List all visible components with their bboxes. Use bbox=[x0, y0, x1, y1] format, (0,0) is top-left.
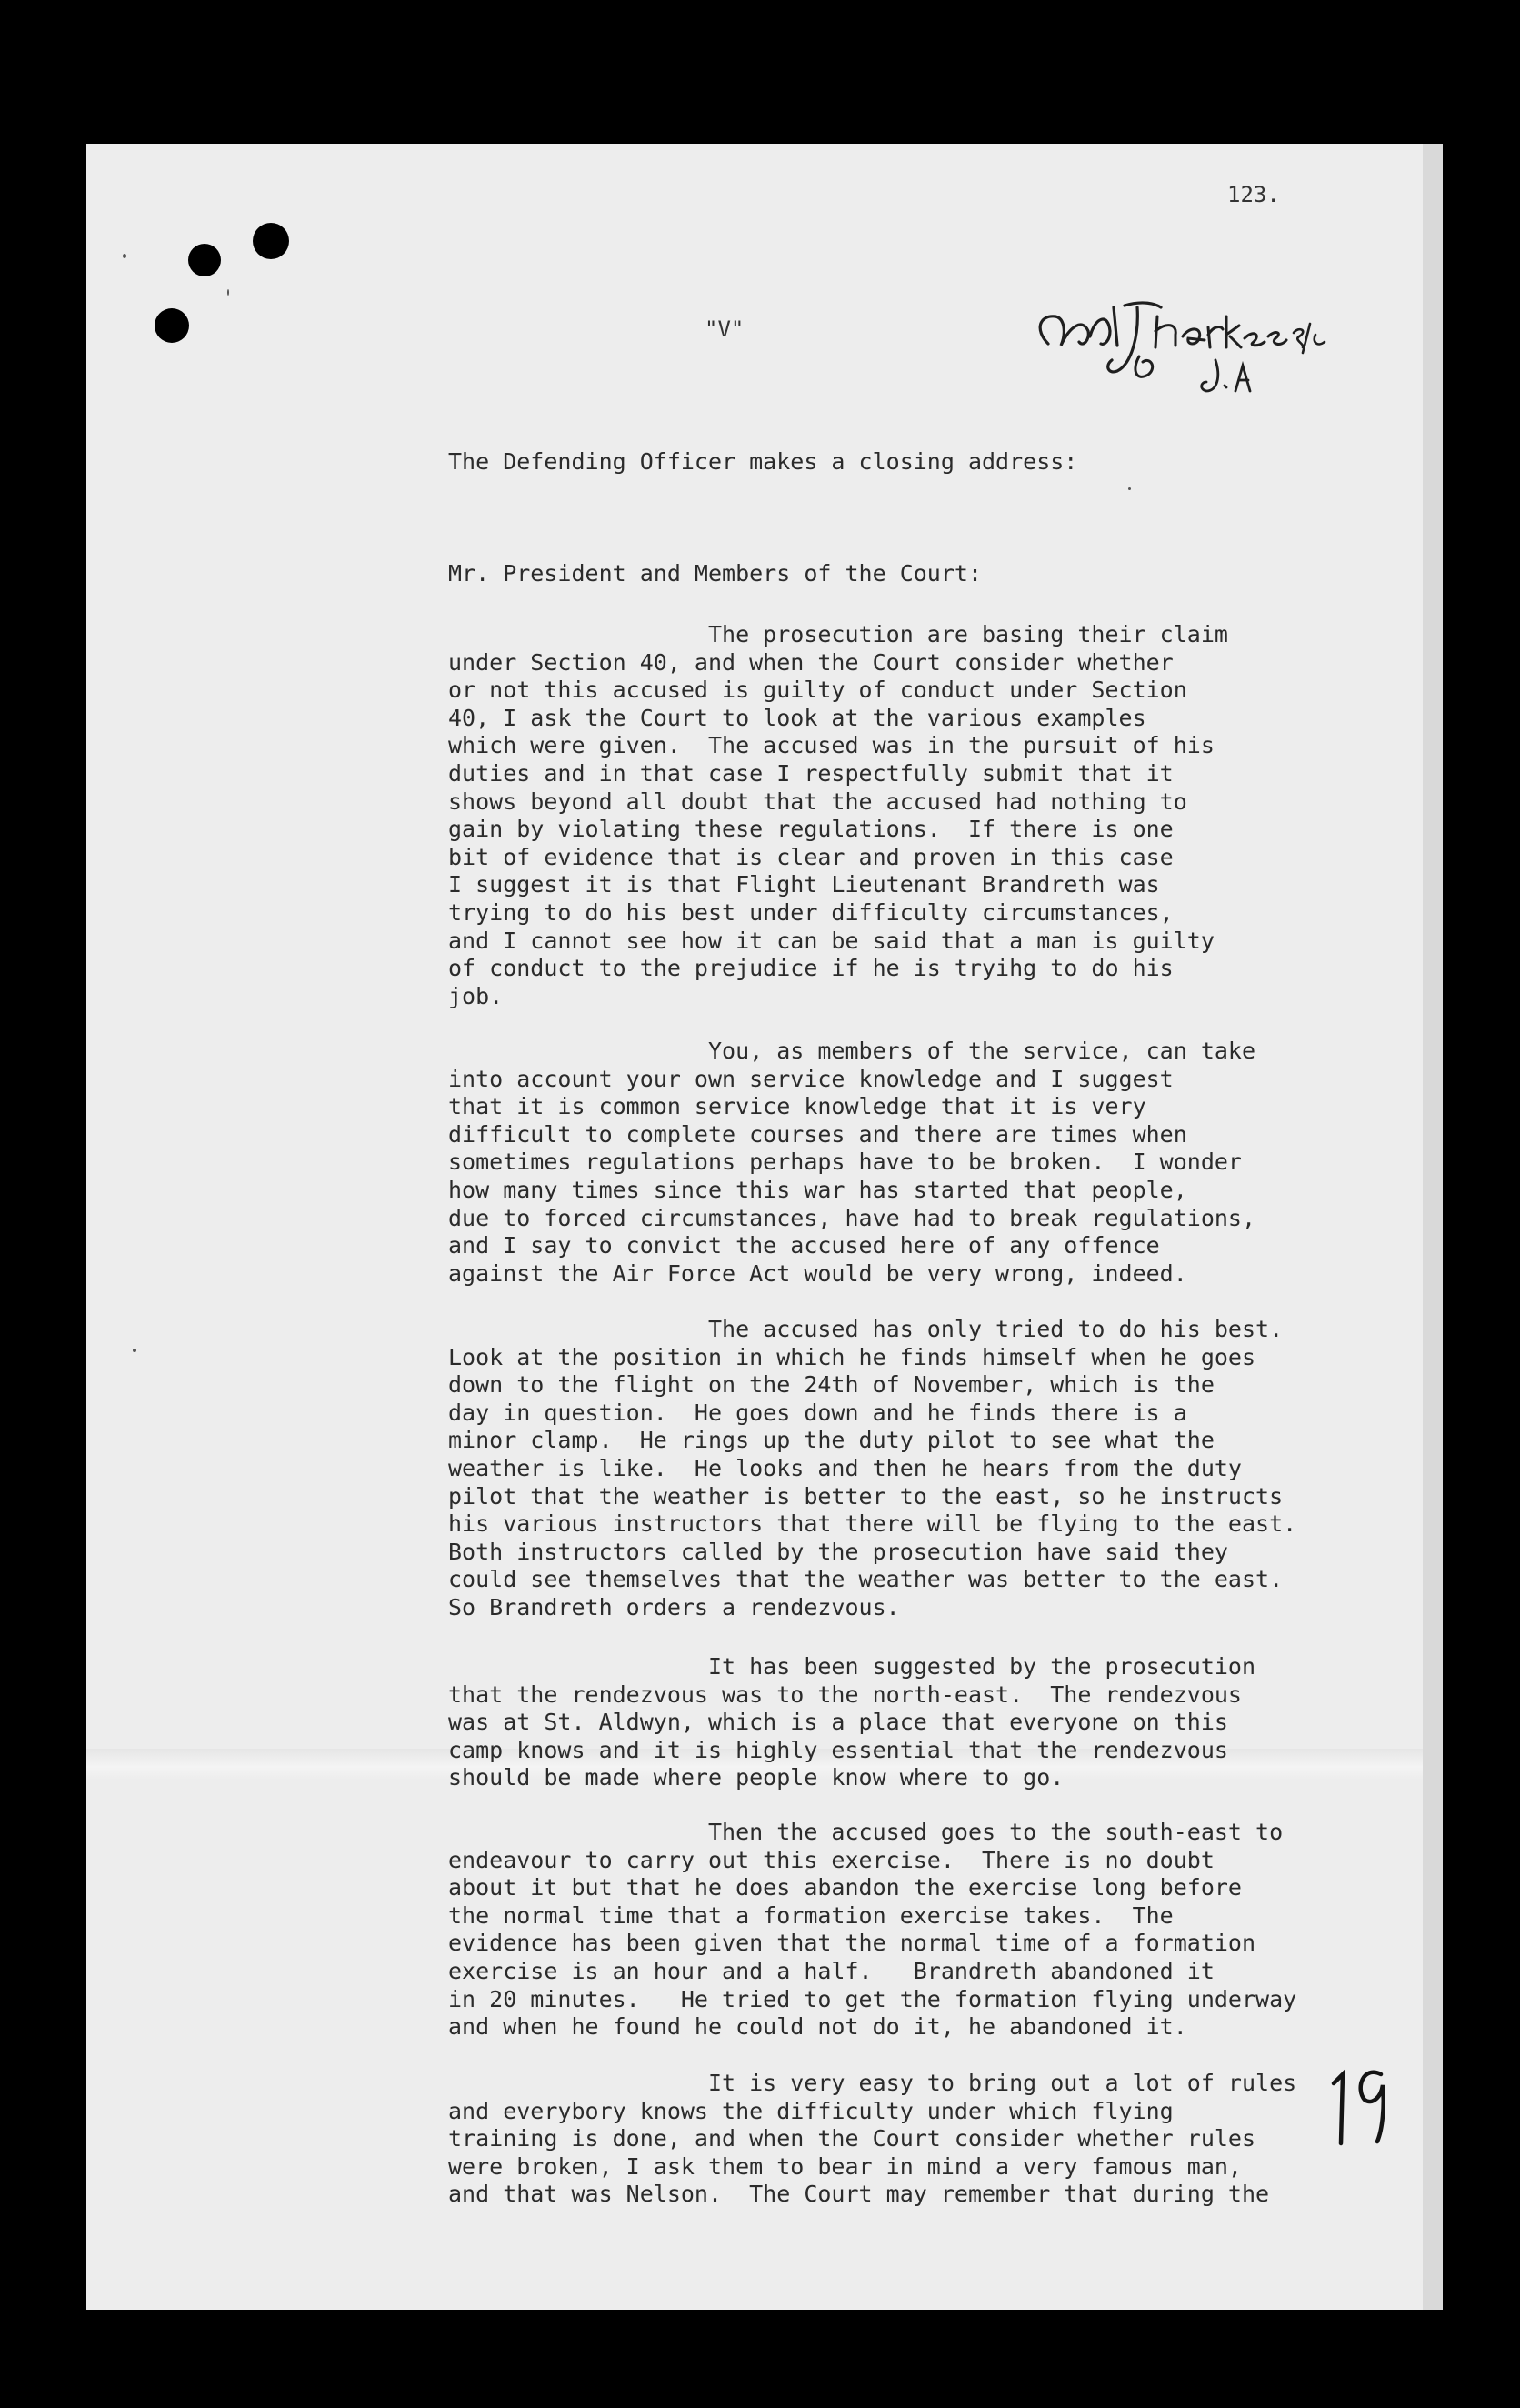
paragraph-6: It is very easy to bring out a lot of rules and everybory knows the difficulty under which flying training is done, and when the Court consider whether rules were broken, I ask them to bear in mind a very famous man, and that was Nelson. The Court may remember that during the bbox=[448, 2070, 1297, 2208]
handwritten-folio-number bbox=[1325, 2049, 1397, 2149]
salutation: Mr. President and Members of the Court: bbox=[448, 560, 982, 587]
punch-hole bbox=[188, 244, 221, 276]
paragraph-4: It has been suggested by the prosecution that the rendezvous was to the north-east. The rendezvous was at St. Aldwyn, which is a place that everyone on this camp knows and it is highly essential that the rendezvous should be made where people know where to go. bbox=[448, 1653, 1256, 1791]
paragraph-5: Then the accused goes to the south-east to endeavour to carry out this exercise. There is no doubt about it but that he does abandon the exercise long before the normal time that a formation exercise takes. The evidence has been given that the normal time of a formation exercise is an hour and a half. Brandreth abandoned it in 20 minutes. He tried to get the formation flying underway and when he found he could not do it, he abandoned it. bbox=[448, 1819, 1297, 2041]
punch-hole bbox=[155, 308, 189, 343]
paragraph-2: You, as members of the service, can take into account your own service knowledge and I suggest that it is common service knowledge that it is very difficult to complete courses and there are times when sometimes regulations perhaps have to be broken. I wonder how many times since this war has started that people, due to forced circumstances, have had to break regulations, and I say to convict the accused here of any offence against the Air Force Act would be very wrong, indeed. bbox=[448, 1038, 1256, 1287]
paragraph-3: The accused has only tried to do his best. Look at the position in which he finds himself when he goes down to the flight on the 24th of November, which is the day in question. He goes down and he finds there is a minor clamp. He rings up the duty pilot to see what the weather is like. He looks and then he hears from the duty pilot that the weather is better to the east, so he instructs his various instructors that there will be flying to the east. Both instructors called by the prosecution have said they could see themselves that the weather was better to the east. So Brandreth orders a rendezvous. bbox=[448, 1316, 1297, 1620]
paper-speck bbox=[1128, 487, 1131, 490]
paper-speck bbox=[133, 1349, 136, 1352]
intro-line: The Defending Officer makes a closing address: bbox=[448, 448, 1078, 475]
section-title-mark: "V" bbox=[705, 316, 745, 342]
page-number: 123. bbox=[1227, 182, 1280, 207]
handwritten-signature bbox=[1030, 280, 1339, 407]
paper-speck bbox=[123, 254, 126, 258]
paper-speck bbox=[227, 289, 229, 296]
document-page bbox=[86, 144, 1443, 2310]
punch-hole bbox=[253, 223, 289, 259]
paragraph-1: The prosecution are basing their claim under Section 40, and when the Court consider whether or not this accused is guilty of conduct under Section 40, I ask the Court to look at the various examples which were given. The accused was in the pursuit of his duties and in that case I respectfully submit that it shows beyond all doubt that the accused had nothing to gain by violating these regulations. If there is one bit of evidence that is clear and proven in this case I suggest it is that Flight Lieutenant Brandreth was trying to do his best under difficulty circumstances, and I cannot see how it can be said that a man is guilty of conduct to the prejudice if he is tryihg to do his job. bbox=[448, 621, 1228, 1009]
